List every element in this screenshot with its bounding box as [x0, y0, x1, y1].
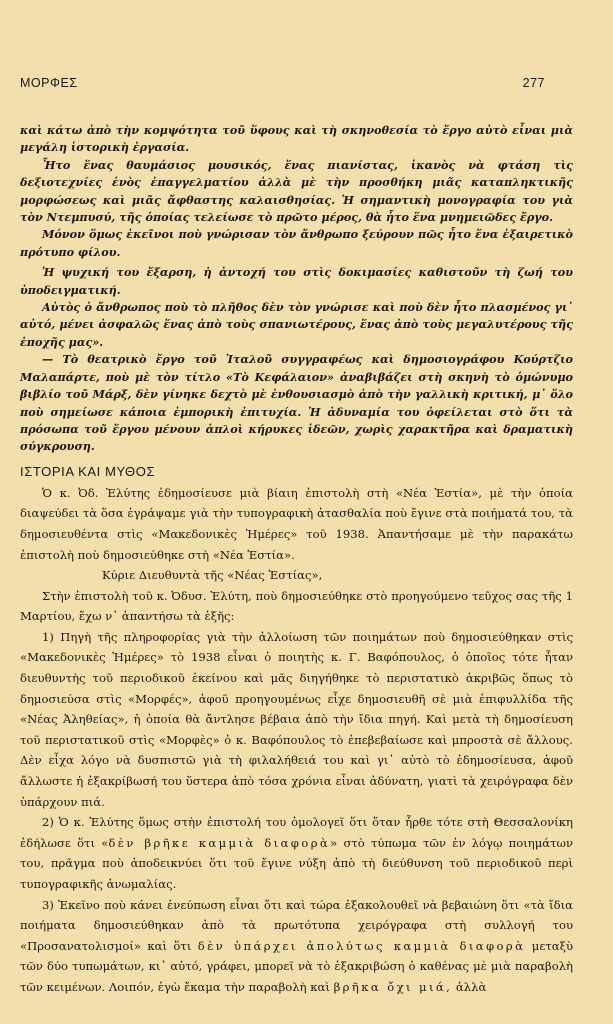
letter-point-2: [20, 812, 573, 894]
point-3-text-a: 3) Ἐκεῖνο ποὺ κάνει ἐνεύπωση εἶναι ὅτι καὶ τώρα ἐξακολουθεῖ νὰ βεβαιώνη ὅτι «τὰ ἴδια ποιήματα δημοσιεύθηκαν ἀπὸ τὰ πρωτότυπα χειρόγραφα στὴ συλλογή του «Προσανατολισμοί» καὶ ὅτι: [20, 897, 573, 953]
point-2-text-b: » στὸ τύπωμα τῶν ἐν λόγῳ ποιημάτων του, πρᾶγμα ποὺ ἀποδεικνύει ὅτι τοῦ ἔγινε νύξη ἀπὸ τὴ διεύθυνση τοῦ περιοδικοῦ περὶ τυπογραφικῆς ἀνωμαλίας.: [20, 835, 573, 891]
paragraph-friend: Μόνον ὅμως ἐκεῖνοι ποὺ γνώρισαν τὸν ἄνθρωπο ξεύρουν πῶς ἦτο ἕνα ἐξαιρετικὸ πρότυπο φίλου.: [20, 227, 573, 259]
paragraph-man: Αὐτὸς ὁ ἄνθρωπος ποὺ τὸ πλῆθος δὲν τὸν γνώρισε καὶ ποὺ δὲν ἦτο πλασμένος γι᾽ αὐτό, μένει ἀσφαλῶς ἕνας ἀπὸ τοὺς σπανιωτέρους, ἕνας ἀπὸ τοὺς μεγαλυτέρους τῆς ἐποχῆς μας».: [20, 300, 573, 349]
point-3-emphasis-b: βρῆκα ὄχι μιά,: [333, 979, 453, 994]
point-3-text-b: μεταξὺ τῶν δύο τυπωμάτων, κι᾽ αὐτό, γράφει, μπορεῖ νὰ τὸ ἐξακριβώση ὁ καθένας μὲ μιὰ παραβολὴ τῶν κειμένων. Λοιπόν, ἐγὼ ἔκαμα τὴν παραβολὴ καὶ: [20, 938, 574, 994]
paragraph-continuation: καὶ κάτω ἀπὸ τὴν κομψότητα τοῦ ὕφους καὶ τὴ σκηνοθεσία τὸ ἔργο αὐτὸ εἶναι μιὰ μεγάλη ἱστορικὴ ἐργασία.: [20, 123, 573, 155]
letter-point-1: 1) Πηγὴ τῆς πληροφορίας γιὰ τὴν ἀλλοίωση τῶν ποιημάτων ποὺ δημοσιεύθηκαν στὶς «Μακεδονικὲς Ἡμέρες» τὸ 1938 εἶναι ὁ ποιητὴς κ. Γ. Βαφόπουλος, ὁ ὁποῖος τότε ἦταν διευθυντὴς τοῦ περιοδικοῦ ἐκείνου καὶ μᾶς διηγήθηκε τὸ περιστατικὸ ἀκριβῶς ὅπως τὸ δημοσιεύσα στὶς «Μορφές», ἀφοῦ προηγουμένως εἶχε δημοσιευθῆ σὲ μιὰ ἐπιφυλλίδα τῆς «Νέας Ἀληθείας», ἡ ὁποία θὰ ἄντλησε βέβαια ἀπὸ τὴν ἴδια πηγή. Καὶ μετὰ τὴ δημοσίευση τοῦ περιστατικοῦ στὶς «Μορφὲς» ὁ κ. Βαφόπουλος τὸ ἐπεβεβαίωσε καὶ μπροστὰ σὲ ἄλλους. Δὲν εἶχα λόγο νὰ δυσπιστῶ γιὰ τὴ φιλαλήθειά του καὶ γι᾽ αὐτὸ τὸ ἐδημοσίευσα, ἀφοῦ ἄλλωστε ἡ ἐξακρίβωσή του ὕστερα ἀπὸ τόσα χρόνια εἶναι ἀδύνατη, γιατὶ τὰ χειρόγραφα δὲν ὑπάρχουν πιά.: [20, 629, 573, 809]
point-3-emphasis-a: δὲν ὑπάρχει ἀπολύτως καμμιὰ διαφορὰ: [197, 938, 526, 953]
point-3-text-c: ἀλλὰ: [452, 979, 487, 994]
letter-opening: Στὴν ἐπιστολὴ τοῦ κ. Ὀδυσ. Ἐλύτη, ποὺ δημοσιεύθηκε στὸ προηγούμενο τεῦχος σας τῆς 1 Μαρτίου, ἔχω ν᾽ ἀπαντήσω τὰ ἑξῆς:: [20, 588, 573, 624]
point-2-emphasis: δὲν βρῆκε καμμιὰ διαφορὰ: [108, 835, 331, 850]
point-2-text-a: 2) Ὁ κ. Ἐλύτης ὅμως στὴν ἐπιστολή του ὁμολογεῖ ὅτι ὅταν ἦρθε τότε στὴ Θεσσαλονίκη ἐδήλωσε ὅτι «: [20, 815, 573, 850]
paragraph-musician: Ἦτο ἕνας θαυμάσιος μουσικός, ἕνας πιανίστας, ἱκανὸς νὰ φτάση τὶς δεξιοτεχνίες ἑνὸς ἐπαγγελματίου ἀλλὰ μὲ τὴν προσθήκη μιᾶς καταπληκτικῆς μορφώσεως καὶ μιᾶς ἄφθαστης καλαισθησίας. Ἡ σημαντικὴ μονογραφία του γιὰ τὸν Ντεμπυσύ, τῆς ὁποίας τελείωσε τὸ πρῶτο μέρος, θὰ ἦτο ἕνα μνημειῶδες ἔργο.: [20, 157, 573, 225]
page-header: [20, 76, 545, 90]
letter-salutation: Κύριε Διευθυντὰ τῆς «Νέας Ἑστίας»,: [102, 568, 323, 583]
journal-title: ΜΟΡΦΕΣ: [20, 76, 78, 90]
paragraph-soul: Ἡ ψυχική του ἔξαρση, ἡ ἀντοχή του στὶς δοκιμασίες καθιστοῦν τὴ ζωή του ὑποδειγματική.: [20, 265, 573, 297]
page-number: 277: [522, 76, 545, 90]
letter-point-3: [20, 895, 573, 998]
paragraph-malaparte: — Τὸ θεατρικὸ ἔργο τοῦ Ἰταλοῦ συγγραφέως καὶ δημοσιογράφου Κούρτζιο Μαλαπάρτε, ποὺ μὲ τὸν τίτλο «Τὸ Κεφάλαιον» ἀναβιβάζει στὴ σκηνὴ τὸ ὁμώνυμο βιβλίο τοῦ Μάρξ, δὲν γίνηκε δεχτὸ μὲ ἐνθουσιασμὸ ἀπὸ τὴν γαλλικὴ κριτική, μ᾽ ὅλο ποὺ σημείωσε κάποια ἐμπορικὴ ἐπιτυχία. Ἡ ἀδυναμία του ὀφείλεται στὸ ὅτι τὰ πρόσωπα τοῦ ἔργου μένουν ἁπλοὶ κήρυκες ἰδεῶν, χωρὶς χαρακτῆρα καὶ δραματικὴ σύγκρουση.: [20, 352, 573, 454]
section-title: ΙΣΤΟΡΙΑ ΚΑΙ ΜΥΘΟΣ: [20, 463, 156, 479]
page-body: [20, 122, 573, 998]
section-intro: Ὁ κ. Ὀδ. Ἐλύτης ἐδημοσίευσε μιὰ βίαιη ἐπιστολὴ στὴ «Νέα Ἑστία», μὲ τὴν ὁποία διαψεύδει τὰ ὅσα ἐγράψαμε γιὰ τὴν τυπογραφικὴ ἀτασθαλία ποὺ ἔγινε στὰ ποιήματά του, τὰ δημοσιευθέντα στὶς «Μακεδονικὲς Ἡμέρες» τοῦ 1938. Ἀπαντήσαμε μὲ τὴν παρακάτω ἐπιστολὴ ποὺ δημοσιεύθηκε στὴ «Νέα Ἑστία».: [20, 485, 573, 562]
